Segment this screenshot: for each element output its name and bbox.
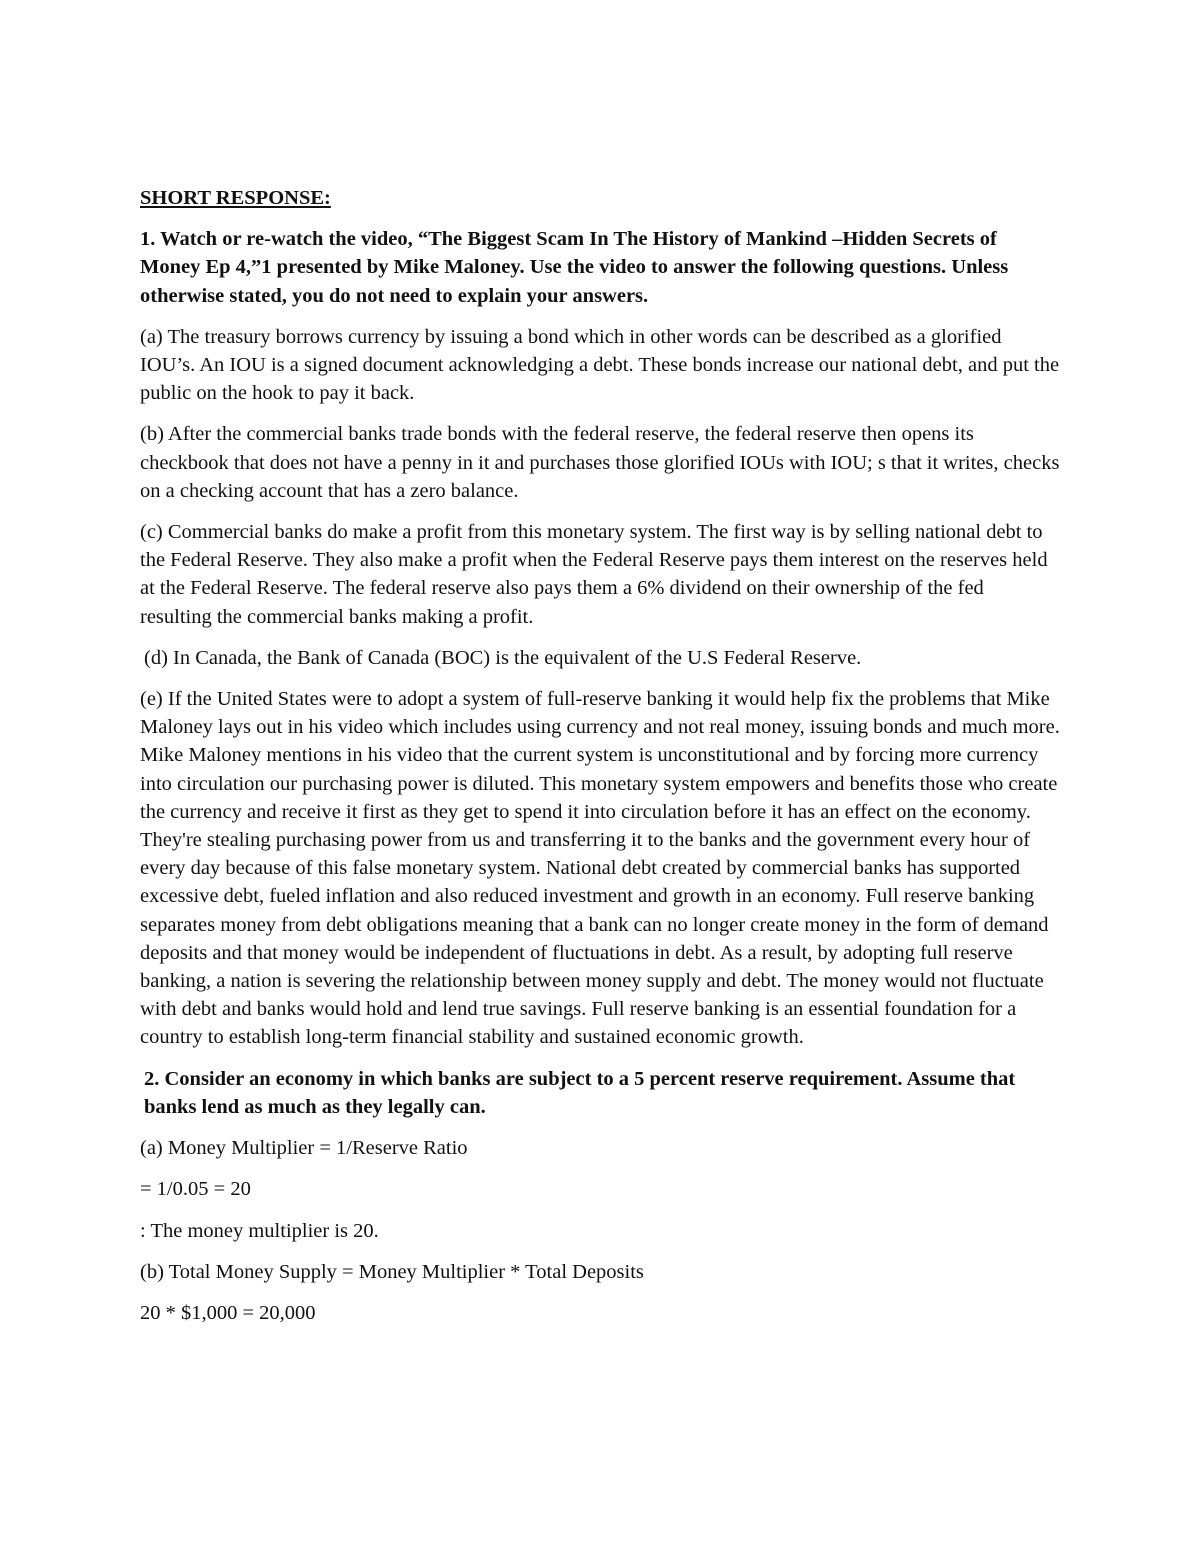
answer-1c: (c) Commercial banks do make a profit from this monetary system. The first way is by selling national debt to the Federal Reserve. They also make a profit when the Federal Reserve pays them interest on the reserves held at the Federal Reserve. The federal reserve also pays them a 6% dividend on their ownership of the fed resulting the commercial banks making a profit. — [140, 521, 1048, 628]
answer-2b-calculation: 20 * $1,000 = 20,000 — [140, 1301, 316, 1324]
question-2-prompt: 2. Consider an economy in which banks are subject to a 5 percent reserve requirement. Assume that banks lend as much as they legally can. — [144, 1067, 1016, 1118]
answer-2b-formula: (b) Total Money Supply = Money Multiplier * Total Deposits — [140, 1260, 644, 1283]
answer-2a-result: : The money multiplier is 20. — [140, 1219, 379, 1242]
answer-1d: (d) In Canada, the Bank of Canada (BOC) is the equivalent of the U.S Federal Reserve. — [144, 646, 862, 669]
answer-1b: (b) After the commercial banks trade bonds with the federal reserve, the federal reserve then opens its checkbook that does not have a penny in it and purchases those glorified IOUs with IOU; s that it writes, checks on a checking account that has a zero balance. — [140, 423, 1060, 502]
answer-1a: (a) The treasury borrows currency by issuing a bond which in other words can be described as a glorified IOU’s. An IOU is a signed document acknowledging a debt. These bonds increase our national debt, and put the public on the hook to pay it back. — [140, 325, 1060, 405]
question-1-prompt: 1. Watch or re-watch the video, “The Biggest Scam In The History of Mankind –Hidden Secrets of Money Ep 4,”1 presented by Mike Maloney. Use the video to answer the following questions. Unless otherwise stated, you do not need to explain your answers. — [140, 228, 1009, 307]
answer-2a-formula: (a) Money Multiplier = 1/Reserve Ratio — [140, 1137, 468, 1160]
answer-1e: (e) If the United States were to adopt a system of full-reserve banking it would help fix the problems that Mike Maloney lays out in his video which includes using currency and not real money, issuing bonds and much more. Mike Maloney mentions in his video that the current system is unconstitutional and by forcing more currency into circulation our purchasing power is diluted. This monetary system empowers and benefits those who create the currency and receive it first as they get to spend it into circulation before it has an effect on the economy. They're stealing purchasing power from us and transferring it to the banks and the government every hour of every day because of this false monetary system. National debt created by commercial banks has supported excessive debt, fueled inflation and also reduced investment and growth in an economy. Full reserve banking separates money from debt obligations meaning that a bank can no longer create money in the form of demand deposits and that money would be independent of fluctuations in debt. As a result, by adopting full reserve banking, a nation is severing the relationship between money supply and debt. The money would not fluctuate with debt and banks would hold and lend true savings. Full reserve banking is an essential foundation for a country to establish long-term financial stability and sustained economic growth. — [140, 688, 1060, 1049]
section-heading: SHORT RESPONSE: — [140, 187, 331, 209]
document-page — [140, 184, 1060, 1340]
answer-2a-calculation: = 1/0.05 = 20 — [140, 1178, 251, 1201]
